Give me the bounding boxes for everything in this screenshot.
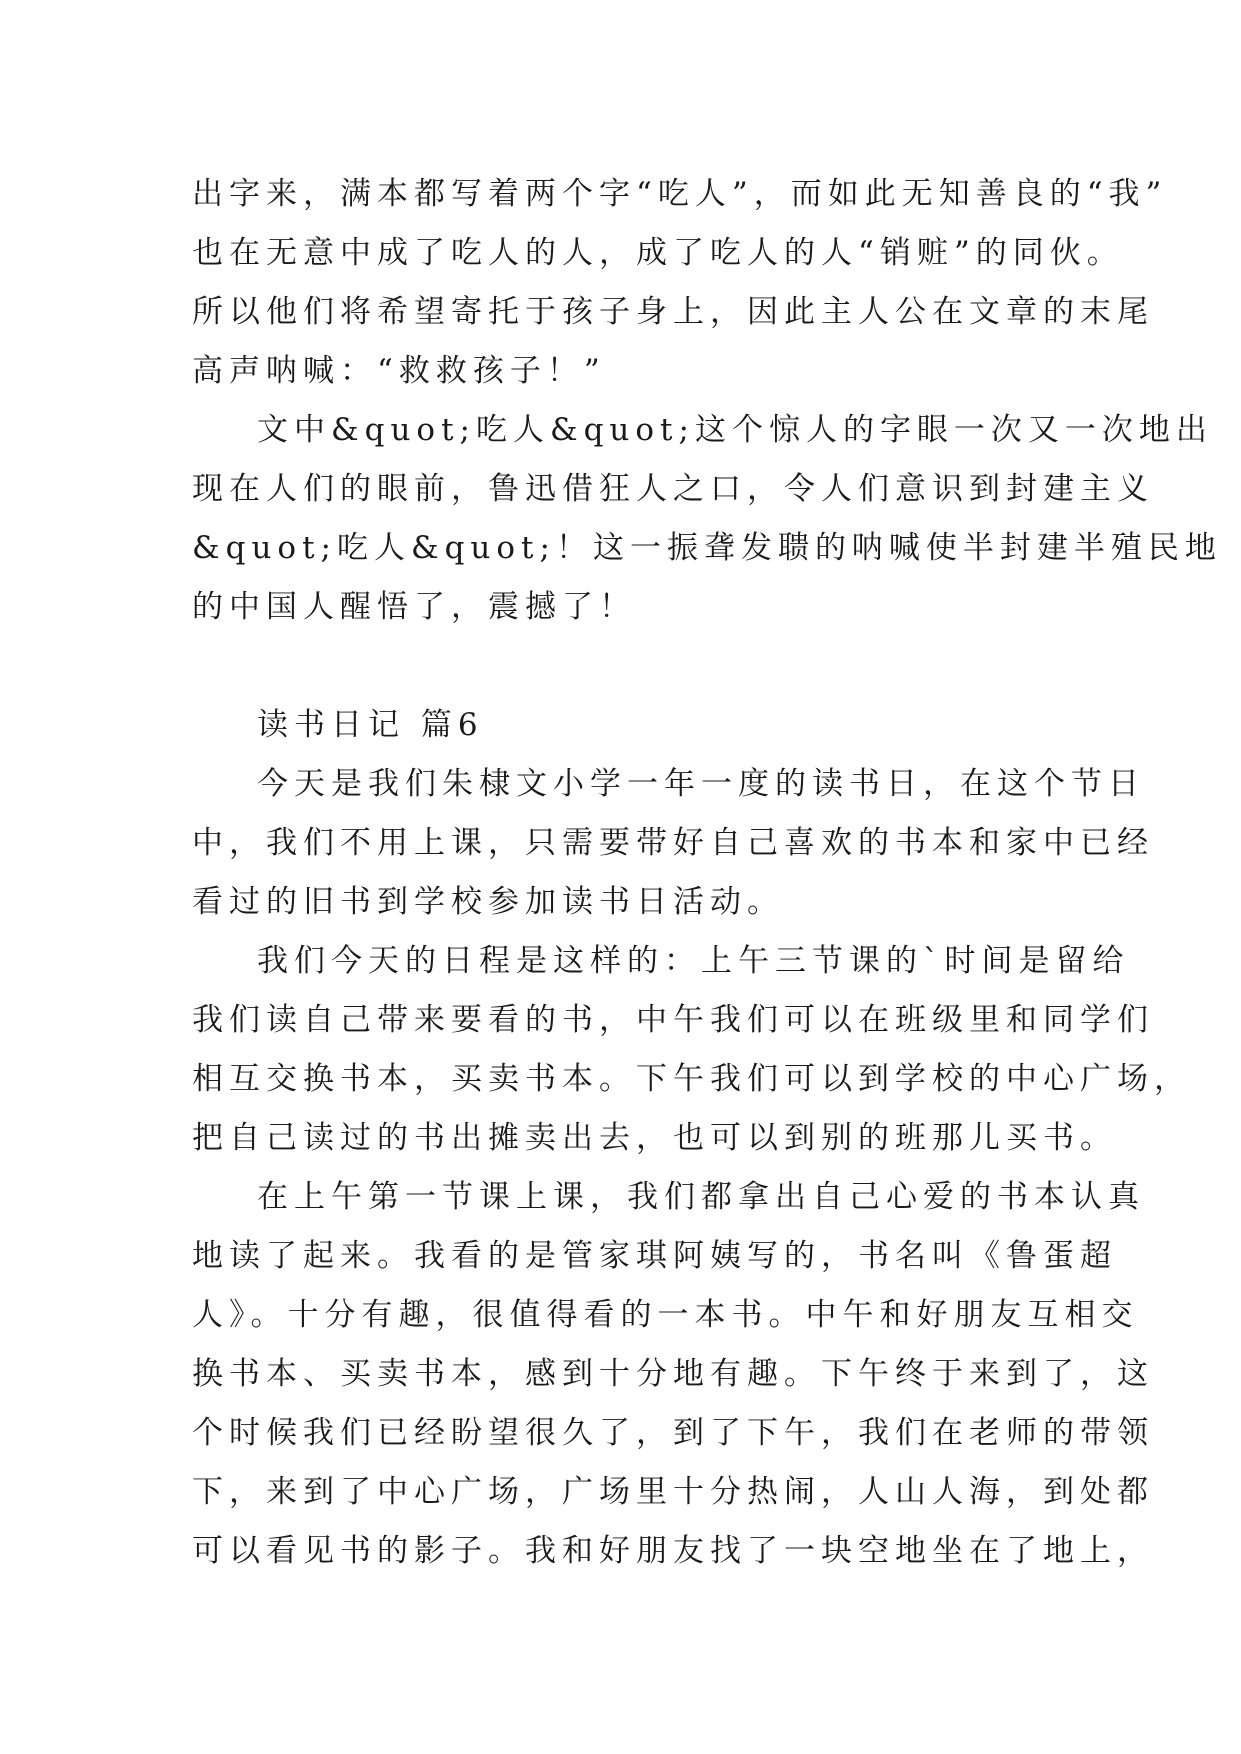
text-line: 现在人们的眼前，鲁迅借狂人之口，令人们意识到封建主义: [192, 471, 1154, 507]
text-line: 地读了起来。我看的是管家琪阿姨写的，书名叫《鲁蛋超: [192, 1238, 1117, 1274]
text-line: 文中&quot;吃人&quot;这个惊人的字眼一次又一次地出: [257, 412, 1213, 448]
paragraph: [192, 1168, 1154, 1581]
text-line: 我们读自己带来要看的书，中午我们可以在班级里和同学们: [192, 1002, 1154, 1038]
text-line: 看过的旧书到学校参加读书日活动。: [192, 884, 784, 920]
paragraph: [192, 932, 1191, 1168]
text-line: 可以看见书的影子。我和好朋友找了一块空地坐在了地上，: [192, 1533, 1154, 1569]
section-heading: 读书日记 篇6: [257, 707, 484, 743]
paragraph: [192, 755, 1154, 932]
text-line: &quot;吃人&quot;！这一振聋发聩的呐喊使半封建半殖民地: [192, 530, 1222, 566]
text-line: 所以他们将希望寄托于孩子身上，因此主人公在文章的末尾: [192, 294, 1154, 330]
text-line: 高声呐喊：“救救孩子！”: [192, 353, 606, 389]
text-line: 在上午第一节课上课，我们都拿出自己心爱的书本认真: [257, 1179, 1145, 1215]
text-line: 今天是我们朱棣文小学一年一度的读书日，在这个节日: [257, 766, 1145, 802]
text-line: 把自己读过的书出摊卖出去，也可以到别的班那儿买书。: [192, 1120, 1117, 1156]
text-line: 也在无意中成了吃人的人，成了吃人的人“销赃”的同伙。: [192, 235, 1124, 271]
text-line: 人》。十分有趣，很值得看的一本书。中午和好朋友互相交: [192, 1297, 1139, 1333]
text-line: 的中国人醒悟了，震撼了！: [192, 589, 636, 625]
text-line: 个时候我们已经盼望很久了，到了下午，我们在老师的带领: [192, 1415, 1154, 1451]
text-line: 出字来，满本都写着两个字“吃人”，而如此无知善良的“我”: [192, 176, 1168, 212]
blank-line: [192, 637, 1072, 696]
text-column: [192, 165, 1222, 1581]
paragraph: [192, 401, 1222, 637]
text-line: 换书本、买卖书本，感到十分地有趣。下午终于来到了，这: [192, 1356, 1154, 1392]
paragraph: [192, 165, 1168, 401]
text-line: 下，来到了中心广场，广场里十分热闹，人山人海，到处都: [192, 1474, 1154, 1510]
text-line: 相互交换书本，买卖书本。下午我们可以到学校的中心广场，: [192, 1061, 1191, 1097]
text-line: 我们今天的日程是这样的：上午三节课的`时间是留给: [257, 943, 1130, 979]
text-line: 中，我们不用上课，只需要带好自己喜欢的书本和家中已经: [192, 825, 1154, 861]
